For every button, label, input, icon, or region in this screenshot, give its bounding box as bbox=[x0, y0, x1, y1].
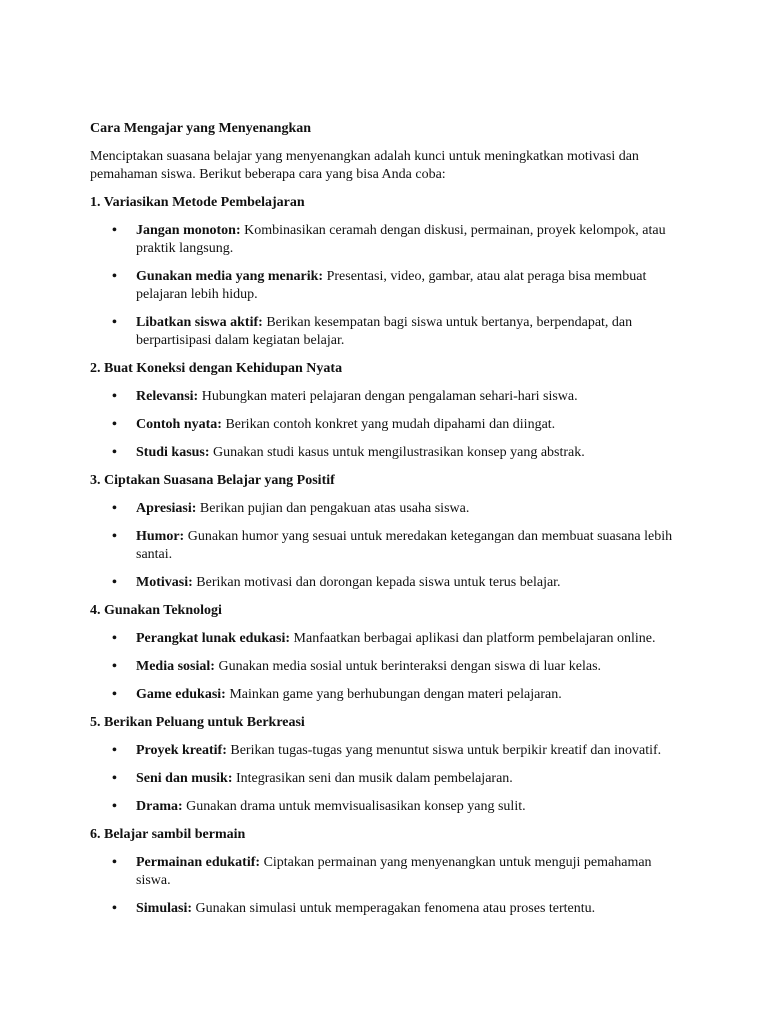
list-item bbox=[90, 416, 680, 434]
item-text: Gunakan drama untuk memvisualisasikan konsep yang sulit. bbox=[182, 799, 526, 814]
section-heading: 3. Ciptakan Suasana Belajar yang Positif bbox=[90, 473, 335, 488]
bullet-icon: • bbox=[112, 315, 117, 330]
bullet-list bbox=[90, 630, 680, 704]
item-term: Drama: bbox=[136, 799, 183, 814]
item-text: Gunakan humor yang sesuai untuk meredakan ketegangan dan membuat suasana lebih santai. bbox=[136, 529, 673, 562]
bullet-icon: • bbox=[112, 901, 117, 916]
bullet-icon: • bbox=[112, 223, 117, 238]
item-term: Contoh nyata: bbox=[136, 417, 222, 432]
list-item bbox=[90, 528, 680, 564]
list-item bbox=[90, 314, 680, 350]
list-item bbox=[90, 222, 680, 258]
bullet-list bbox=[90, 742, 680, 816]
list-item bbox=[90, 388, 680, 406]
list-item bbox=[90, 798, 680, 816]
bullet-list bbox=[90, 854, 680, 918]
bullet-list bbox=[90, 388, 680, 462]
item-text: Presentasi, video, gambar, atau alat peraga bisa membuat pelajaran lebih hidup. bbox=[136, 269, 647, 302]
bullet-icon: • bbox=[112, 269, 117, 284]
item-text: Mainkan game yang berhubungan dengan materi pelajaran. bbox=[225, 687, 562, 702]
bullet-icon: • bbox=[112, 687, 117, 702]
item-term: Motivasi: bbox=[136, 575, 193, 590]
item-term: Gunakan media yang menarik: bbox=[136, 269, 324, 284]
item-term: Perangkat lunak edukasi: bbox=[136, 631, 291, 646]
item-text: Hubungkan materi pelajaran dengan pengalaman sehari-hari siswa. bbox=[198, 389, 578, 404]
bullet-icon: • bbox=[112, 529, 117, 544]
item-text: Integrasikan seni dan musik dalam pembelajaran. bbox=[232, 771, 513, 786]
bullet-icon: • bbox=[112, 743, 117, 758]
item-term: Libatkan siswa aktif: bbox=[136, 315, 263, 330]
item-term: Apresiasi: bbox=[136, 501, 197, 516]
bullet-icon: • bbox=[112, 659, 117, 674]
section-heading: 1. Variasikan Metode Pembelajaran bbox=[90, 195, 305, 210]
item-term: Game edukasi: bbox=[136, 687, 226, 702]
list-item bbox=[90, 444, 680, 462]
list-item bbox=[90, 686, 680, 704]
item-term: Permainan edukatif: bbox=[136, 855, 261, 870]
document-body bbox=[90, 120, 680, 928]
section-heading: 4. Gunakan Teknologi bbox=[90, 603, 222, 618]
bullet-icon: • bbox=[112, 799, 117, 814]
item-text: Kombinasikan ceramah dengan diskusi, permainan, proyek kelompok, atau praktik langsung. bbox=[136, 223, 666, 256]
bullet-icon: • bbox=[112, 575, 117, 590]
item-term: Simulasi: bbox=[136, 901, 193, 916]
item-term: Jangan monoton: bbox=[136, 223, 241, 238]
list-item bbox=[90, 770, 680, 788]
bullet-list bbox=[90, 500, 680, 592]
bullet-icon: • bbox=[112, 389, 117, 404]
list-item bbox=[90, 500, 680, 518]
list-item bbox=[90, 854, 680, 890]
bullet-icon: • bbox=[112, 445, 117, 460]
bullet-icon: • bbox=[112, 855, 117, 870]
section-heading: 6. Belajar sambil bermain bbox=[90, 827, 246, 842]
item-term: Media sosial: bbox=[136, 659, 215, 674]
intro-paragraph: Menciptakan suasana belajar yang menyenangkan adalah kunci untuk meningkatkan motivasi dan pemahaman siswa. Berikut beberapa cara yang bisa Anda coba: bbox=[90, 149, 639, 182]
item-term: Proyek kreatif: bbox=[136, 743, 227, 758]
list-item bbox=[90, 268, 680, 304]
bullet-icon: • bbox=[112, 771, 117, 786]
list-item bbox=[90, 658, 680, 676]
item-text: Ciptakan permainan yang menyenangkan untuk menguji pemahaman siswa. bbox=[136, 855, 652, 888]
item-term: Relevansi: bbox=[136, 389, 199, 404]
section-heading: 2. Buat Koneksi dengan Kehidupan Nyata bbox=[90, 361, 343, 376]
item-text: Gunakan studi kasus untuk mengilustrasikan konsep yang abstrak. bbox=[209, 445, 585, 460]
item-term: Seni dan musik: bbox=[136, 771, 233, 786]
item-text: Gunakan simulasi untuk memperagakan fenomena atau proses tertentu. bbox=[192, 901, 596, 916]
list-item bbox=[90, 900, 680, 918]
document-title: Cara Mengajar yang Menyenangkan bbox=[90, 121, 312, 136]
section-heading: 5. Berikan Peluang untuk Berkreasi bbox=[90, 715, 305, 730]
item-term: Studi kasus: bbox=[136, 445, 210, 460]
bullet-list bbox=[90, 222, 680, 350]
list-item bbox=[90, 630, 680, 648]
bullet-icon: • bbox=[112, 417, 117, 432]
item-text: Berikan contoh konkret yang mudah dipahami dan diingat. bbox=[221, 417, 556, 432]
list-item bbox=[90, 742, 680, 760]
item-text: Manfaatkan berbagai aplikasi dan platform pembelajaran online. bbox=[290, 631, 656, 646]
bullet-icon: • bbox=[112, 631, 117, 646]
item-text: Berikan tugas-tugas yang menuntut siswa untuk berpikir kreatif dan inovatif. bbox=[226, 743, 662, 758]
item-text: Berikan kesempatan bagi siswa untuk bertanya, berpendapat, dan berpartisipasi dalam kegiatan belajar. bbox=[136, 315, 633, 348]
list-item bbox=[90, 574, 680, 592]
item-text: Gunakan media sosial untuk berinteraksi dengan siswa di luar kelas. bbox=[214, 659, 602, 674]
bullet-icon: • bbox=[112, 501, 117, 516]
item-term: Humor: bbox=[136, 529, 185, 544]
item-text: Berikan motivasi dan dorongan kepada siswa untuk terus belajar. bbox=[192, 575, 561, 590]
item-text: Berikan pujian dan pengakuan atas usaha siswa. bbox=[196, 501, 470, 516]
